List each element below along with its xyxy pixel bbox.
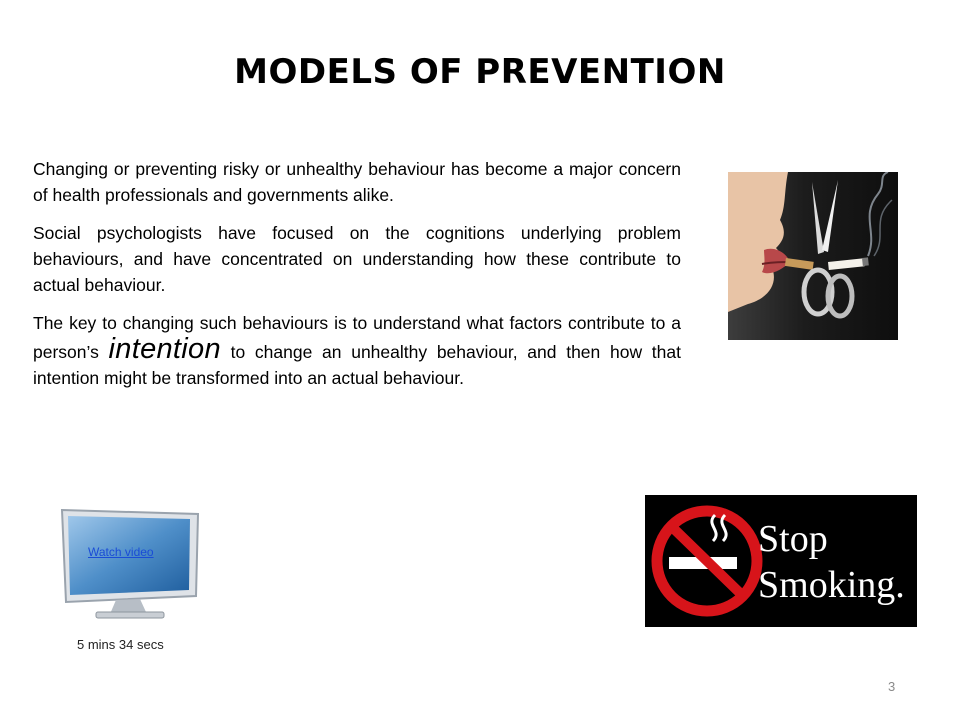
paragraph-3	[33, 310, 681, 391]
monitor-illustration	[60, 508, 200, 620]
slide-title: MODELS OF PREVENTION	[234, 52, 726, 92]
watch-video-link[interactable]: Watch video	[88, 545, 154, 559]
paragraph-3-part-2: to change an unhealthy behaviour, and then how that intention might be transformed into an actual behaviour.	[33, 342, 681, 388]
monitor-icon[interactable]	[60, 508, 200, 620]
intention-emphasis: intention	[108, 333, 221, 365]
paragraph-3-part-1: The key to changing such behaviours is to understand what factors contribute to a person’s	[33, 313, 681, 362]
paragraph-2: Social psychologists have focused on the cognitions underlying problem behaviours, and have concentrated on understanding how these contribute to actual behaviour.	[33, 223, 681, 295]
body-text	[33, 156, 681, 403]
stop-line-1: Stop	[758, 518, 828, 560]
stop-smoking-text	[758, 516, 905, 608]
stop-line-2: Smoking.	[758, 564, 905, 606]
paragraph-1: Changing or preventing risky or unhealthy behaviour has become a major concern of health professionals and governments alike.	[33, 159, 681, 205]
video-duration: 5 mins 34 secs	[77, 637, 164, 652]
cigarette-cut-photo	[728, 172, 898, 340]
cigarette-cut-illustration	[728, 172, 898, 340]
page-number: 3	[888, 679, 896, 694]
